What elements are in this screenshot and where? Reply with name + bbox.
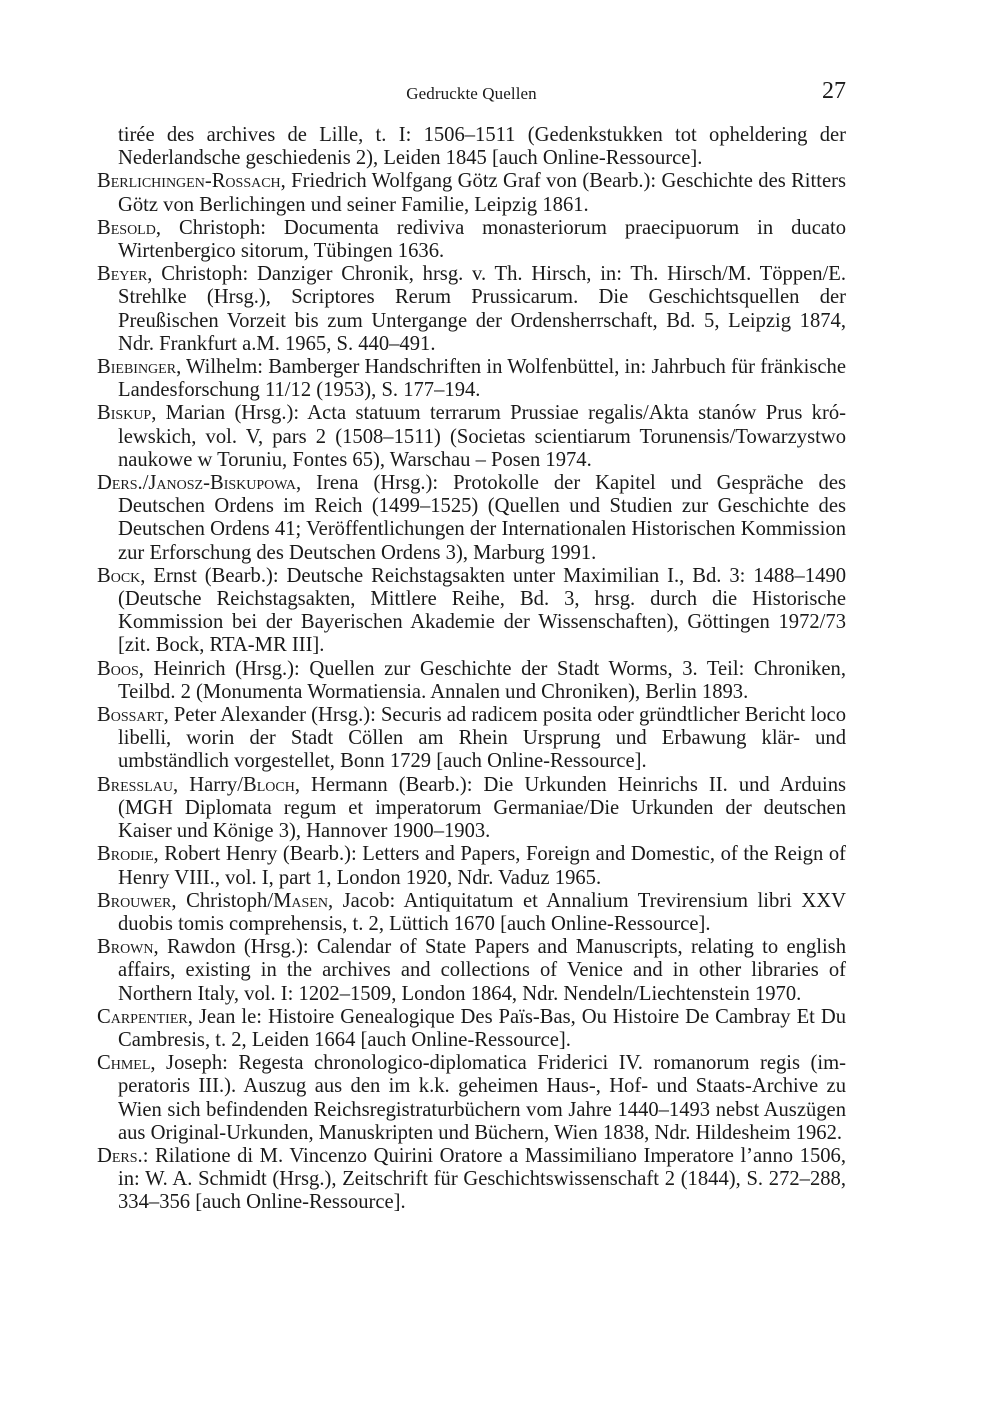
entry-text: , Hermann (Bearb.): Die Urkunden Heinrichs II. und Arduins (MGH Diplomata regum et imperatorum Germaniae/Die Urkunden der deutschen Kaiser und Könige 3), Hannover 1900–1903. (118, 773, 847, 843)
entry-author: Brown (97, 936, 154, 959)
bibliography-entry (97, 402, 846, 472)
entry-text: , Rawdon (Hrsg.): Calendar of State Papers and Manuscripts, relating to english affairs, existing in the archives and collections of Venice and in other libraries of Northern Italy, vol. I: 1202–1509, London 1864, Ndr. Nendeln/Liechtenstein 1970. (118, 936, 846, 1005)
entry-text: , Jacob: Antiquitatum et Annalium Trevirensium libri XXV duobis tomis comprehensis, t. 2, Lüttich 1670 [auch Online-Ressource]. (118, 889, 846, 935)
entry-author: Brodie (97, 843, 154, 866)
entry-author: Berlichingen-Rossach (97, 170, 281, 193)
bibliography-entry (97, 170, 846, 216)
bibliography-entry (97, 472, 846, 565)
bibliography-entry (97, 658, 846, 704)
entry-author: Beyer (97, 263, 148, 286)
entry-author: Biskup (97, 402, 152, 425)
bibliography-list (97, 124, 846, 1215)
bibliography-entry (97, 704, 846, 774)
entry-author: Ders./Janosz-Biskupowa (97, 472, 297, 495)
entry-author: Besold (97, 216, 156, 239)
entry-author: Bock (97, 564, 141, 587)
entry-second-author: Masen (273, 889, 328, 912)
entry-text: , Christoph: Danziger Chronik, hrsg. v. Th. Hirsch, in: Th. Hirsch/M. Töppen/E. Strehlke (Hrsg.), Scriptores Rerum Prussicarum. Die Geschichtsquellen der Preußischen Vorzeit bis zum Untergange der Ordensherrschaft, Bd. 5, Leipzig 1874, Ndr. Frankfurt a.M. 1965, S. 440–491. (118, 263, 846, 355)
entry-text: , Ernst (Bearb.): Deutsche Reichstagsakten unter Maximilian I., Bd. 3: 1488–1490 (Deutsche Reichstagsakten, Mittlere Reihe, Bd. 3, hrsg. durch die Historische Kommission bei der Bayerischen Akademie der Wissenschaften), Göttingen 1972/73 [zit. Bock, RTA-MR III]. (118, 564, 846, 657)
entry-text: : Rilatione di M. Vincenzo Quirini Oratore a Massimiliano Imperatore l’anno 1506, in: W. A. Schmidt (Hrsg.), Zeitschrift für Geschichtswissenschaft 2 (1844), S. 272–288, 334–356 [auch Online-Ressource]. (118, 1144, 846, 1214)
entry-author: Bossart (97, 704, 164, 727)
entry-author: Boos (97, 657, 139, 680)
entry-text: , Friedrich Wolfgang Götz Graf von (Bearb.): Geschichte des Ritters Götz von Berlichingen und seiner Familie, Leipzig 1861. (118, 170, 846, 216)
bibliography-entry (97, 356, 846, 402)
entry-text: , Robert Henry (Bearb.): Letters and Papers, Foreign and Domestic, of the Reign of Henry VIII., vol. I, part 1, London 1920, Ndr. Vaduz 1965. (118, 843, 846, 889)
bibliography-entry (97, 1145, 846, 1215)
bibliography-entry (97, 890, 846, 936)
bibliography-entry (97, 1052, 846, 1145)
entry-text: , Christoph/ (171, 889, 274, 912)
entry-text: , Joseph: Regesta chronologico-diplomatica Friderici IV. romanorum regis (imperatoris III.). Auszug aus den im k.k. geheimen Haus-, Hof- und Staats-Archive zu Wien sich befindenden Reichsregistraturbüchern vom Jahre 1440–1493 nebst Auszügen aus Original-Urkunden, Manuskripten und Büchern, Wien 1838, Ndr. Hildesheim 1962. (118, 1052, 846, 1144)
entry-author: Ders. (97, 1144, 143, 1167)
bibliography-entry (97, 565, 846, 658)
entry-text: , Jean le: Histoire Genealogique Des Païs-Bas, Ou Histoire De Cambray Et Du Cambresis, t. 2, Leiden 1664 [auch Online-Ressource]. (118, 1005, 846, 1051)
entry-text: tirée des archives de Lille, t. I: 1506–1511 (Gedenkstukken tot opheldering der Nederlandsche geschiedenis 2), Leiden 1845 [auch Online-Ressource]. (118, 124, 846, 170)
entry-author: Chmel (97, 1052, 151, 1075)
entry-text: , Peter Alexander (Hrsg.): Securis ad radicem posita oder gründtlicher Bericht loco libelli, worin der Stadt Cöllen am Rhein Ursprung und Erbawung klär- und umbständlich vorgestellet, Bonn 1729 [auch Online-Ressource]. (118, 704, 846, 773)
bibliography-entry-continued (97, 124, 846, 170)
entry-text: , Irena (Hrsg.): Protokolle der Kapitel und Gespräche des Deutschen Ordens im Reich (1499–1525) (Quellen und Studien zur Geschichte des Deutschen Ordens 41; Veröffentlichungen der Internationalen Historischen Kommission zur Erforschung des Deutschen Ordens 3), Marburg 1991. (118, 472, 846, 564)
entry-author: Biebinger (97, 356, 177, 379)
entry-second-author: Bloch (242, 773, 295, 796)
running-head (97, 80, 846, 108)
entry-text: , Christoph: Documenta rediviva monasteriorum praecipuorum in ducato Wirtenbergico sitorum, Tübingen 1636. (118, 216, 846, 263)
entry-text: , Wilhelm: Bamberger Handschriften in Wolfenbüttel, in: Jahrbuch für fränkische Landesforschung 11/12 (1953), S. 177–194. (118, 356, 846, 402)
bibliography-entry (97, 936, 846, 1006)
bibliography-entry (97, 774, 846, 844)
bibliography-entry (97, 263, 846, 356)
entry-author: Carpentier (97, 1005, 188, 1028)
page-number: 27 (822, 78, 846, 104)
bibliography-entry (97, 217, 846, 263)
bibliography-entry (97, 1006, 846, 1052)
entry-author: Brouwer (97, 889, 172, 912)
entry-text: , Heinrich (Hrsg.): Quellen zur Geschichte der Stadt Worms, 3. Teil: Chroniken, Teilbd. 2 (Monumenta Wormatiensia. Annalen und Chroniken), Berlin 1893. (118, 657, 846, 703)
entry-text: , Harry/ (172, 773, 243, 796)
running-title: Gedruckte Quellen (406, 84, 537, 103)
entry-text: , Marian (Hrsg.): Acta statuum terrarum Prussiae regalis/Akta stanów Prus królewskich, vol. V, pars 2 (1508–1511) (Societas scientiarum Torunensis/Towarzystwo naukowe w Toruniu, Fontes 65), Warschau – Posen 1974. (118, 402, 846, 471)
bibliography-entry (97, 843, 846, 889)
entry-author: Bresslau (97, 773, 173, 796)
